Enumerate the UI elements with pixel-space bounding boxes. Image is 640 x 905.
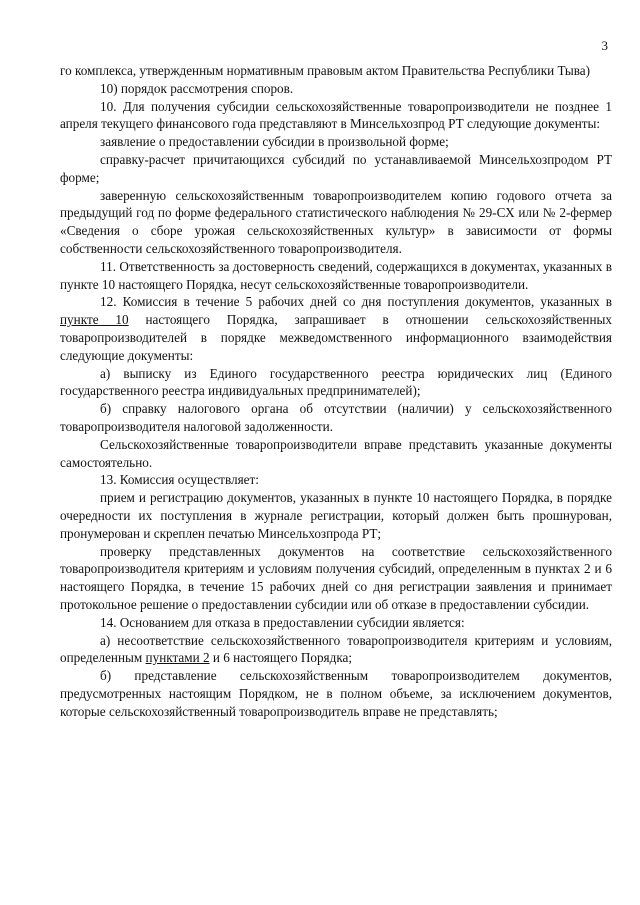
paragraph-self-submission: Сельскохозяйственные товаропроизводители вправе представить указанные документы самостоятельно. xyxy=(60,436,612,470)
paragraph-14-a-text-after: и 6 настоящего Порядка; xyxy=(209,650,353,666)
link-punkt-10[interactable]: пункте 10 xyxy=(60,312,129,328)
paragraph-continuation: го комплекса, утвержденным нормативным правовым актом Правительства Республики Тыва) xyxy=(60,63,591,78)
paragraph-14-a-text-before: а) несоответствие сельскохозяйственного товаропроизводителя критериям и условиям, определенным xyxy=(60,632,612,666)
paragraph-14-a xyxy=(60,632,612,668)
paragraph-14: 14. Основанием для отказа в предоставлении субсидии является: xyxy=(100,614,465,630)
paragraph-calculation: справку-расчет причитающихся субсидий по устанавливаемой Минсельхозпродом РТ форме; xyxy=(60,151,612,185)
paragraph-12-b: б) справку налогового органа об отсутствии (наличии) у сельскохозяйственного товаропроизводителя налоговой задолженности. xyxy=(60,401,612,434)
paragraph-14-b: б) представление сельскохозяйственным товаропроизводителем документов, предусмотренных настоящим Порядком, не в полном объеме, за исключением документов, которые сельскохозяйственный товаропроизводитель вправе не представлять; xyxy=(60,668,612,719)
paragraph-application: заявление о предоставлении субсидии в произвольной форме; xyxy=(100,134,449,150)
paragraph-12-text-before: 12. Комиссия в течение 5 рабочих дней со дня поступления документов, указанных в xyxy=(100,294,612,310)
paragraph-12-text-after: настоящего Порядка, запрашивает в отношении сельскохозяйственных товаропроизводителей в порядке межведомственного информационного взаимодействия следующие документы: xyxy=(60,312,612,363)
paragraph-12 xyxy=(60,293,612,364)
paragraph-11: 11. Ответственность за достоверность сведений, содержащихся в документах, указанных в пункте 10 настоящего Порядка, несут сельскохозяйственные товаропроизводители. xyxy=(60,258,612,292)
paragraph-reception: прием и регистрацию документов, указанных в пункте 10 настоящего Порядка, в порядке очередности их поступления в журнале регистрации, который должен быть прошнурован, пронумерован и скреплен печатью Минсельхозпрода РТ; xyxy=(60,490,612,541)
paragraph-item-10-disputes: 10) порядок рассмотрения споров. xyxy=(100,80,294,96)
paragraph-12-a: а) выписку из Единого государственного реестра юридических лиц (Единого государственного реестра индивидуальных предпринимателей); xyxy=(60,365,612,399)
page-number: 3 xyxy=(601,38,608,53)
link-punktami-2[interactable]: пунктами 2 xyxy=(145,650,210,666)
document-body xyxy=(60,62,612,720)
paragraph-13: 13. Комиссия осуществляет: xyxy=(100,472,259,488)
paragraph-verification: проверку представленных документов на соответствие сельскохозяйственного товаропроизводителя критериям и условиям получения субсидий, определенным в пунктах 2 и 6 настоящего Порядка, в течение 15 рабочих дней со дня регистрации заявления и принимает протокольное решение о предоставлении субсидии или об отказе в предоставлении субсидии. xyxy=(60,543,612,612)
paragraph-10: 10. Для получения субсидии сельскохозяйственные товаропроизводители не позднее 1 апреля текущего финансового года представляют в Минсельхозпрод РТ следующие документы: xyxy=(60,98,612,132)
paragraph-annual-report: заверенную сельскохозяйственным товаропроизводителем копию годового отчета за предыдущий год по форме федерального статистического наблюдения № 29-СХ или № 2-фермер «Сведения о сборе урожая сельскохозяйственных культур» в зависимости от формы собственности сельскохозяйственного товаропроизводителя. xyxy=(60,187,612,256)
